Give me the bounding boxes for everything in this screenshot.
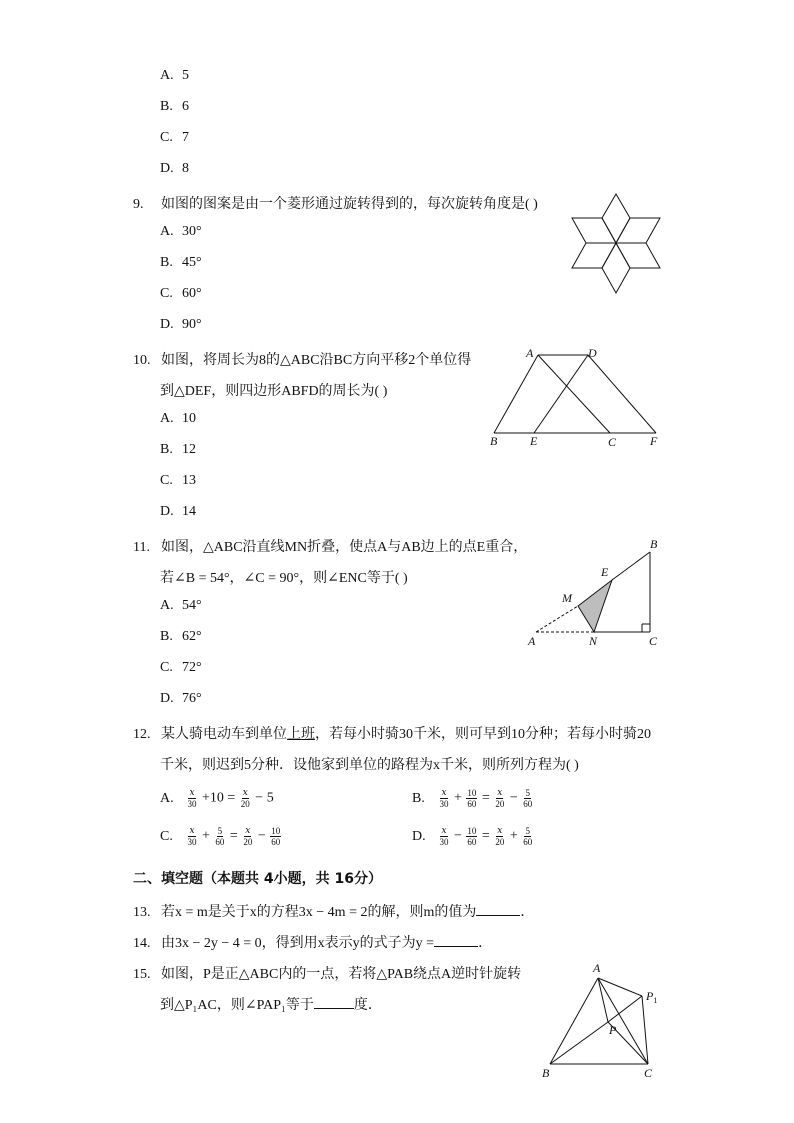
option-letter: C. — [160, 828, 173, 844]
q11-stem-line1 — [133, 536, 527, 556]
rhombus-upper-left — [572, 218, 616, 243]
line-ac — [538, 355, 610, 433]
q9-option-b — [160, 255, 202, 271]
option-letter: B. — [160, 99, 173, 114]
q11-option-c — [160, 660, 202, 676]
question-number: 15. — [133, 967, 151, 982]
option-letter: A. — [160, 598, 174, 613]
question-text: 如图的图案是由一个菱形通过旋转得到的，每次旋转角度是( ) — [161, 197, 538, 212]
label-b: B — [490, 434, 498, 448]
question-number: 13. — [133, 905, 151, 920]
rhombus-lower-right — [616, 243, 660, 268]
option-letter: D. — [160, 504, 174, 519]
q14 — [133, 932, 492, 952]
line-ac — [598, 978, 648, 1064]
q9-option-a — [160, 224, 202, 240]
option-text: 62° — [182, 629, 202, 644]
option-text: 8 — [182, 161, 189, 176]
label-d: D — [588, 346, 597, 360]
fraction: $\frac{x}{30}$ — [187, 788, 197, 809]
option-text: 12 — [182, 442, 196, 457]
option-text: 5 — [182, 68, 189, 83]
label-f: F — [650, 434, 658, 448]
line-pp1 — [608, 996, 642, 1022]
option-text: 30° — [182, 224, 202, 239]
option-letter: D. — [160, 691, 174, 706]
label-m: M — [562, 591, 572, 605]
label-e: E — [530, 434, 538, 448]
line-p1c — [642, 996, 648, 1064]
option-text: 13 — [182, 473, 196, 488]
line-bp — [550, 1022, 608, 1064]
label-n: N — [589, 634, 598, 648]
label-c: C — [649, 634, 658, 648]
option-text: 45° — [182, 255, 202, 270]
q11-folding-figure — [522, 534, 672, 650]
option-letter: A. — [160, 224, 174, 239]
q10-option-a — [160, 411, 196, 427]
q12-stem-line2 — [160, 754, 579, 774]
line-de — [534, 355, 588, 433]
question-text: 如图，P是正△ABC内的一点，若将△PAB绕点A逆时针旋转 — [161, 967, 522, 982]
question-text: 千米，则迟到5分种．设他家到单位的路程为x千米，则所列方程为( ) — [160, 758, 579, 773]
line-ab — [494, 355, 538, 433]
option-letter: A. — [160, 790, 174, 806]
question-text: 若x = m是关于x的方程3x − 4m = 2的解，则m的值为 — [161, 905, 477, 920]
question-number: 10. — [133, 353, 151, 368]
option-letter: C. — [160, 473, 173, 488]
q10-translation-figure — [484, 343, 670, 451]
answer-blank — [314, 996, 354, 1009]
q9-rhombus-star-figure — [570, 192, 666, 298]
question-text: ． — [520, 905, 535, 920]
q13 — [133, 901, 534, 921]
line-am-dashed — [536, 606, 578, 632]
q12-option-d: D. $\frac{x}{30}$ − $\frac{10}{60}$ = $\frac{x}{20}$ + $\frac{5}{60}$ — [412, 826, 533, 847]
folded-triangle-shaded — [578, 580, 612, 632]
rhombus-top — [602, 194, 630, 243]
q11-option-a — [160, 598, 202, 614]
q8-option-c — [160, 130, 189, 146]
line-ab — [550, 978, 598, 1064]
option-letter: B. — [160, 442, 173, 457]
rhombus-lower-left — [572, 243, 616, 268]
q11-option-b — [160, 629, 202, 645]
q9-option-c — [160, 286, 202, 302]
option-text: 10 — [182, 411, 196, 426]
q10-stem-line2 — [160, 380, 387, 400]
option-letter: A. — [160, 411, 174, 426]
option-text: 6 — [182, 99, 189, 114]
q10-stem-line1 — [133, 349, 471, 369]
option-letter: A. — [160, 68, 174, 83]
question-text: 某人骑电动车到单位 — [161, 727, 287, 742]
label-a: A — [593, 961, 601, 975]
question-text: ． — [478, 936, 493, 951]
answer-blank — [434, 934, 478, 947]
question-text: 到△DEF，则四边形ABFD的周长为( ) — [160, 384, 388, 399]
option-letter: B. — [160, 255, 173, 270]
option-text: 60° — [182, 286, 202, 301]
option-letter: B. — [412, 790, 425, 806]
q12-option-b: B. $\frac{x}{30}$ + $\frac{10}{60}$ = $\frac{x}{20}$ − $\frac{5}{60}$ — [412, 788, 533, 809]
q15-stem-line2 — [160, 994, 382, 1014]
line-df — [588, 355, 656, 433]
line-eb — [612, 552, 650, 580]
label-p: P — [609, 1023, 617, 1037]
option-text: 7 — [182, 130, 189, 145]
rhombus-bottom — [602, 243, 630, 293]
question-text: 由3x − 2y − 4 = 0，得到用x表示y的式子为y = — [161, 936, 435, 951]
option-letter: C. — [160, 660, 173, 675]
label-a: A — [528, 634, 536, 648]
option-letter: D. — [412, 828, 426, 844]
q8-option-b — [160, 99, 189, 115]
question-number: 12. — [133, 727, 151, 742]
q12-stem-line1 — [133, 723, 651, 743]
question-text: 如图，将周长为8的△ABC沿BC方向平移2个单位得 — [161, 353, 472, 368]
q11-stem-line2 — [160, 567, 408, 587]
line-ap1 — [598, 978, 642, 996]
answer-blank — [476, 903, 520, 916]
option-text: 54° — [182, 598, 202, 613]
label-b: B — [650, 537, 658, 551]
q8-option-a — [160, 68, 189, 84]
label-a: A — [526, 346, 534, 360]
option-letter: B. — [160, 629, 173, 644]
question-text: 度． — [353, 998, 382, 1013]
option-text: 72° — [182, 660, 202, 675]
label-c: C — [608, 435, 617, 449]
q8-option-d — [160, 161, 189, 177]
q10-option-d — [160, 504, 196, 520]
question-number: 9. — [133, 197, 144, 212]
question-text: ，若每小时骑30千米，则可早到10分种；若每小时骑20 — [315, 727, 651, 742]
question-number: 11. — [133, 540, 150, 555]
question-text: 如图，△ABC沿直线MN折叠，使点A与AB边上的点E重合， — [161, 540, 528, 555]
question-text-underlined: 上班 — [287, 727, 315, 742]
question-number: 14. — [133, 936, 151, 951]
option-text: +10 = — [202, 790, 236, 806]
question-text: 若∠B = 54°，∠C = 90°，则∠ENC等于( ) — [160, 571, 408, 586]
q10-option-b — [160, 442, 196, 458]
option-letter: C. — [160, 286, 173, 301]
q9-option-d — [160, 317, 202, 333]
line-ap — [598, 978, 608, 1022]
q12-option-c: C. $\frac{x}{30}$ + $\frac{5}{60}$ = $\frac{x}{20}$ − $\frac{10}{60}$ — [160, 826, 281, 847]
label-b: B — [542, 1066, 550, 1080]
q10-option-c — [160, 473, 196, 489]
option-text: − 5 — [255, 790, 274, 806]
option-text: 14 — [182, 504, 196, 519]
label-p1: $P_1$ — [646, 989, 658, 1005]
q9-stem — [133, 193, 538, 213]
option-letter: C. — [160, 130, 173, 145]
label-e: E — [601, 565, 609, 579]
option-text: 90° — [182, 317, 202, 332]
option-text: 76° — [182, 691, 202, 706]
question-text: 到△P₁AC，则∠PAP₁等于 — [160, 998, 314, 1013]
q15-rotation-figure — [538, 960, 672, 1082]
fraction: $\frac{x}{20}$ — [240, 788, 250, 809]
section-heading-fill-in: 二、填空题（本题共 4小题，共 16分） — [133, 871, 382, 887]
option-letter: D. — [160, 317, 174, 332]
option-letter: D. — [160, 161, 174, 176]
q11-option-d — [160, 691, 202, 707]
q15-stem-line1 — [133, 963, 521, 983]
q12-option-a — [160, 788, 274, 809]
label-c: C — [644, 1066, 653, 1080]
rhombus-upper-right — [616, 218, 660, 243]
